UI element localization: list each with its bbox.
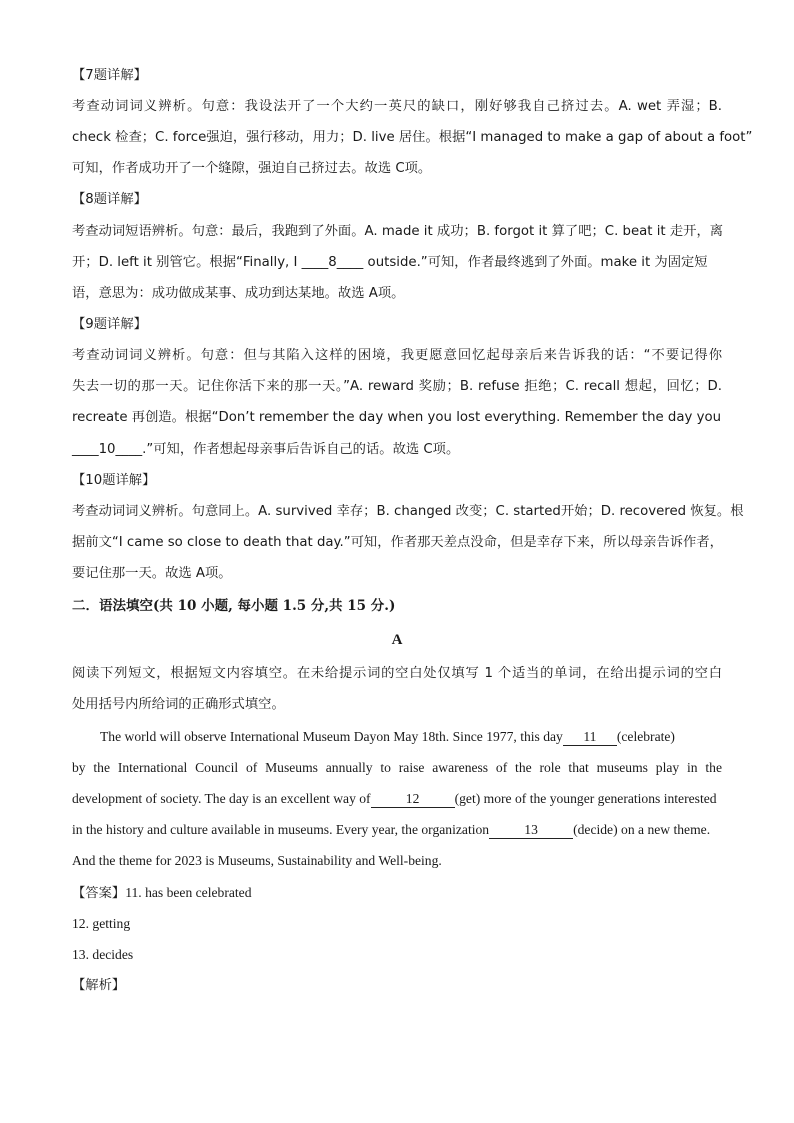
- passage-line-3-post: (get) more of the younger generations interested: [454, 791, 717, 806]
- q9-blank-number: 10: [98, 442, 116, 457]
- blank-12: 12: [371, 791, 455, 808]
- q9-line-4: [72, 440, 459, 460]
- blank-13: 13: [489, 822, 573, 839]
- answer-12: 12. getting: [72, 916, 131, 931]
- instruction-line-1: 阅读下列短文，根据短文内容填空。在未给提示词的空白处仅填写 1 个适当的单词，在给出提示词的空白: [72, 666, 722, 681]
- passage-line-1-pre: The world will observe International Museum Dayon May 18th. Since 1977, this day: [100, 729, 563, 744]
- q8-header: 【8题详解】: [72, 192, 147, 207]
- q9-line-2: 失去一切的那一天。记住你活下来的那一天。”A. reward 奖励；B. refuse 拒绝；C. recall 想起，回忆；D.: [72, 379, 722, 394]
- passage-line-5: And the theme for 2023 is Museums, Sustainability and Well-being.: [72, 853, 442, 868]
- passage-line-4-post: (decide) on a new theme.: [573, 822, 711, 837]
- q7-line-1: 考查动词词义辨析。句意：我设法开了一个大约一英尺的缺口，刚好够我自己挤过去。A. wet 弄湿；B.: [72, 99, 722, 114]
- instruction-line-2: 处用括号内所给词的正确形式填空。: [72, 697, 285, 712]
- passage-line-1: [100, 727, 722, 747]
- passage-line-3: [72, 789, 717, 809]
- q8-line-1: 考查动词短语辨析。句意：最后，我跑到了外面。A. made it 成功；B. forgot it 算了吧；C. beat it 走开，离: [72, 224, 724, 239]
- q10-line-2: 据前文“I came so close to death that day.”可知，作者那天差点没命，但是幸存下来，所以母亲告诉作者，: [72, 535, 723, 550]
- part-label: A: [391, 632, 403, 648]
- q8-blank-number: 8: [328, 255, 337, 270]
- q8-line-3: 语，意思为：成功做成某事、成功到达某地。故选 A项。: [72, 286, 405, 301]
- q8-line-2-post: ____ outside.”可知，作者最终逃到了外面。make it 为固定短: [336, 255, 708, 270]
- answer-11: 11. has been celebrated: [125, 885, 252, 900]
- q10-line-3: 要记住那一天。故选 A项。: [72, 566, 232, 581]
- q7-line-2: check 检查；C. force强迫，强行移动，用力；D. live 居住。根据“I managed to make a gap of about a foot”: [72, 130, 753, 145]
- passage-line-4-pre: in the history and culture available in museums. Every year, the organization: [72, 822, 490, 837]
- analysis-label: 【解析】: [72, 978, 126, 993]
- q10-header: 【10题详解】: [72, 473, 156, 488]
- answer-label: 【答案】: [72, 886, 126, 901]
- blank-11: 11: [563, 729, 617, 746]
- passage-line-4: [72, 820, 710, 840]
- passage-line-1-post: (celebrate): [616, 729, 675, 744]
- q7-line-3: 可知，作者成功开了一个缝隙，强迫自己挤过去。故选 C项。: [72, 161, 432, 176]
- q7-header: 【7题详解】: [72, 68, 147, 83]
- q9-line-4-post: ____.”可知，作者想起母亲事后告诉自己的话。故选 C项。: [115, 442, 460, 457]
- q9-header: 【9题详解】: [72, 317, 147, 332]
- q8-line-2-pre: 开；D. left it 别管它。根据“Finally, I ____: [72, 255, 329, 270]
- q9-line-3: recreate 再创造。根据“Don’t remember the day when you lost everything. Remember the day you: [72, 410, 722, 425]
- answer-block: [72, 883, 252, 904]
- section-title: 二．语法填空(共 10 小题, 每小题 1.5 分,共 15 分.): [72, 598, 396, 614]
- answer-13: 13. decides: [72, 947, 134, 962]
- q10-line-1: 考查动词词义辨析。句意同上。A. survived 幸存；B. changed 改变；C. started开始；D. recovered 恢复。根: [72, 504, 744, 519]
- q9-line-4-pre: ____: [72, 442, 99, 457]
- passage-line-3-pre: development of society. The day is an excellent way of: [72, 791, 371, 806]
- q9-line-1: 考查动词词义辨析。句意：但与其陷入这样的困境，我更愿意回忆起母亲后来告诉我的话：“不要记得你: [72, 348, 722, 363]
- passage-line-2: by the International Council of Museums annually to raise awareness of the role that museums play in the: [72, 760, 722, 775]
- q8-line-2: [72, 253, 708, 273]
